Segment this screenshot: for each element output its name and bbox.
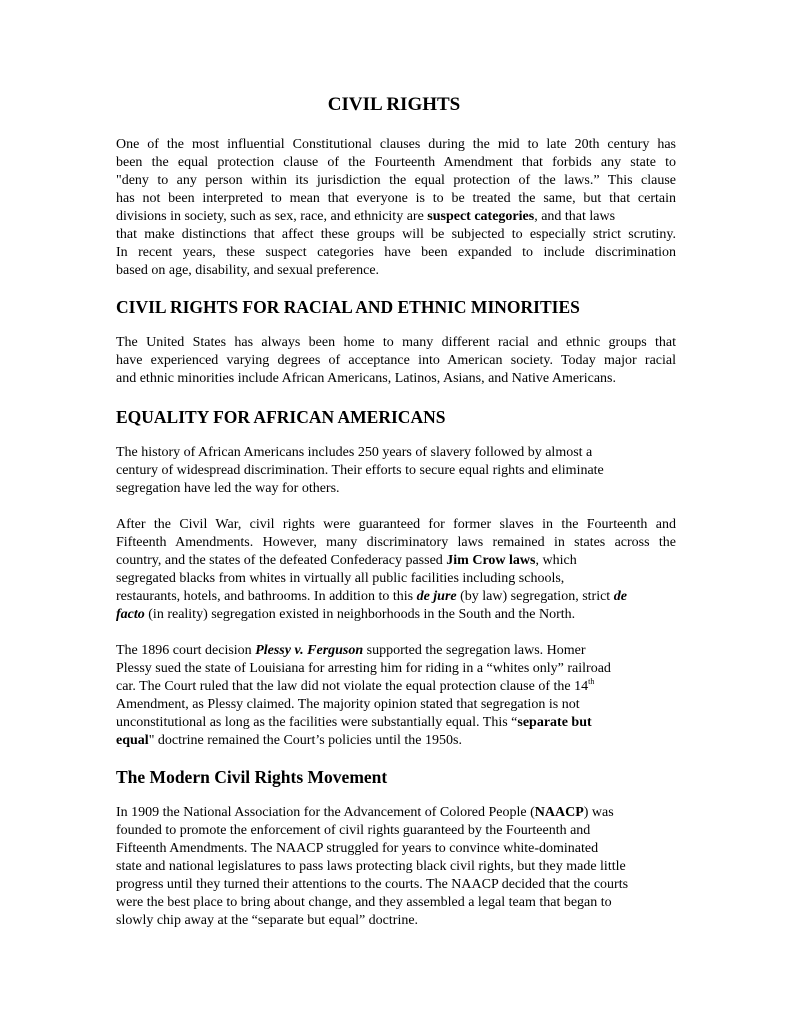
term-facto: facto (116, 607, 145, 622)
text-line: Fifteenth Amendments. However, many discriminatory laws remained in states across the (116, 535, 676, 550)
text-line: The history of African Americans includes 250 years of slavery followed by almost a (116, 445, 593, 460)
term-separate-but: separate but (517, 715, 592, 730)
text-run: unconstitutional as long as the facilities were substantially equal. This “ (116, 715, 518, 730)
minorities-paragraph (116, 334, 676, 388)
intro-paragraph (116, 136, 676, 280)
text-run: , which (535, 553, 577, 568)
text-line: were the best place to bring about change, and they assembled a legal team that began to (116, 895, 612, 910)
text-run: restaurants, hotels, and bathrooms. In addition to this (116, 589, 417, 604)
text-line: that make distinctions that affect these groups will be subjected to especially strict scrutiny. (116, 227, 676, 242)
text-run: supported the segregation laws. Homer (363, 643, 586, 658)
text-line (116, 714, 676, 732)
text-line (116, 642, 676, 660)
text-line: century of widespread discrimination. Their efforts to secure equal rights and eliminate (116, 463, 604, 478)
text-line: founded to promote the enforcement of civil rights guaranteed by the Fourteenth and (116, 823, 591, 838)
text-run: The 1896 court decision (116, 643, 256, 658)
text-run: (in reality) segregation existed in neighborhoods in the South and the North. (144, 607, 576, 622)
text-line: One of the most influential Constitutional clauses during the mid to late 20th century has (116, 137, 676, 152)
text-line: In recent years, these suspect categories have been expanded to include discrimination (116, 245, 676, 260)
text-line: based on age, disability, and sexual preference. (116, 263, 380, 278)
text-line: have experienced varying degrees of acceptance into American society. Today major racial (116, 353, 676, 368)
text-run: ) was (583, 805, 614, 820)
text-line: slowly chip away at the “separate but equal” doctrine. (116, 913, 419, 928)
text-line (116, 208, 676, 226)
term-de-jure: de jure (416, 589, 457, 604)
naacp-paragraph (116, 804, 676, 930)
text-line: Fifteenth Amendments. The NAACP struggled for years to convince white-dominated (116, 841, 599, 856)
text-line: Amendment, as Plessy claimed. The majority opinion stated that segregation is not (116, 697, 580, 712)
text-run: car. The Court ruled that the law did not violate the equal protection clause of the 14 (116, 679, 589, 694)
term-jim-crow-laws: Jim Crow laws (446, 553, 536, 568)
text-line (116, 732, 676, 750)
term-de: de (613, 589, 627, 604)
text-run: country, and the states of the defeated Confederacy passed (116, 553, 447, 568)
text-line (116, 552, 676, 570)
text-line (116, 606, 676, 624)
page-title: CIVIL RIGHTS (327, 94, 461, 115)
text-line: "deny to any person within its jurisdiction the equal protection of the laws.” This clause (116, 173, 676, 188)
plessy-paragraph (116, 642, 676, 750)
text-line: segregation have led the way for others. (116, 481, 340, 496)
text-run: (by law) segregation, strict (456, 589, 614, 604)
text-line: state and national legislatures to pass laws protecting black civil rights, but they made little (116, 859, 626, 874)
section-heading-racial-ethnic-minorities: CIVIL RIGHTS FOR RACIAL AND ETHNIC MINORITIES (116, 297, 580, 317)
text-line (116, 804, 676, 822)
section-heading-modern-civil-rights: The Modern Civil Rights Movement (116, 767, 388, 787)
superscript-th: th (588, 677, 595, 686)
text-run: divisions in society, such as sex, race, and ethnicity are (116, 209, 428, 224)
text-run: In 1909 the National Association for the Advancement of Colored People ( (116, 805, 535, 820)
text-run: , and that laws (534, 209, 616, 224)
text-line: and ethnic minorities include African Americans, Latinos, Asians, and Native Americans. (116, 371, 616, 386)
term-suspect-categories: suspect categories (427, 209, 535, 224)
term-naacp: NAACP (534, 805, 584, 820)
text-line: has not been interpreted to mean that everyone is to be treated the same, but that certain (116, 191, 676, 206)
text-line (116, 678, 676, 696)
section-heading-african-americans: EQUALITY FOR AFRICAN AMERICANS (116, 407, 446, 427)
history-paragraph (116, 444, 676, 498)
text-line: The United States has always been home to many different racial and ethnic groups that (116, 335, 676, 350)
text-line: After the Civil War, civil rights were guaranteed for former slaves in the Fourteenth and (116, 517, 676, 532)
text-run: " doctrine remained the Court’s policies until the 1950s. (148, 733, 462, 748)
text-line (116, 588, 676, 606)
text-line: Plessy sued the state of Louisiana for arresting him for riding in a “whites only” railroad (116, 661, 611, 676)
text-line: progress until they turned their attentions to the courts. The NAACP decided that the courts (116, 877, 629, 892)
text-line: segregated blacks from whites in virtually all public facilities including schools, (116, 571, 565, 586)
civil-war-paragraph (116, 516, 676, 624)
case-plessy-v-ferguson: Plessy v. Ferguson (255, 643, 364, 658)
text-line: been the equal protection clause of the Fourteenth Amendment that forbids any state to (116, 155, 676, 170)
term-equal: equal (116, 733, 149, 748)
